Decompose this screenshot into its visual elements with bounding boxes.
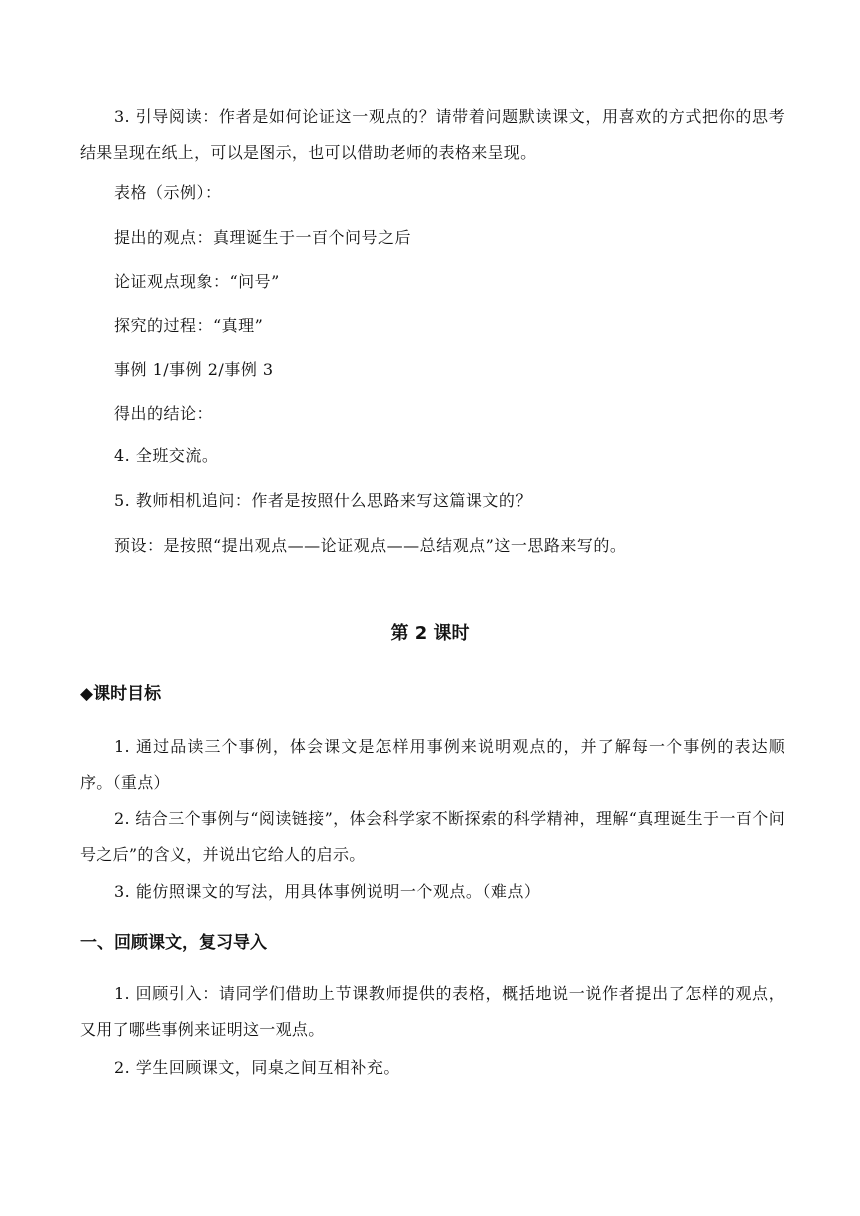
review-item-1: 1. 回顾引入：请同学们借助上节课教师提供的表格，概括地说一说作者提出了怎样的观点，又用了哪些事例来证明这一观点。 <box>80 984 785 1039</box>
goal-item-1: 1. 通过品读三个事例，体会课文是怎样用事例来说明观点的，并了解每一个事例的表达顺序。（重点） <box>80 737 785 792</box>
section-heading-review: 一、回顾课文，复习导入 <box>80 933 267 953</box>
paragraph-preset-answer: 预设：是按照“提出观点——论证观点——总结观点”这一思路来写的。 <box>114 536 627 555</box>
review-item-2: 2. 学生回顾课文，同桌之间互相补充。 <box>114 1058 400 1077</box>
paragraph-teacher-question: 5. 教师相机追问：作者是按照什么思路来写这篇课文的？ <box>114 491 532 510</box>
paragraph-guided-reading: 3. 引导阅读：作者是如何论证这一观点的？请带着问题默读课文，用喜欢的方式把你的思考结果呈现在纸上，可以是图示，也可以借助老师的表格来呈现。 <box>80 107 785 162</box>
goal-item-3: 3. 能仿照课文的写法，用具体事例说明一个观点。（难点） <box>114 882 541 901</box>
table-line-phenomenon: 论证观点现象：“问号” <box>114 272 280 291</box>
goals-heading: ◆课时目标 <box>80 684 162 704</box>
lesson-title: 第 2 课时 <box>390 623 470 644</box>
table-line-examples: 事例 1/事例 2/事例 3 <box>114 360 274 379</box>
paragraph-class-exchange: 4. 全班交流。 <box>114 446 219 465</box>
table-example-title: 表格（示例）： <box>114 183 222 202</box>
table-line-viewpoint: 提出的观点：真理诞生于一百个问号之后 <box>114 228 412 247</box>
table-line-process: 探究的过程：“真理” <box>114 316 264 335</box>
table-line-conclusion: 得出的结论： <box>114 404 214 423</box>
goal-item-2: 2. 结合三个事例与“阅读链接”，体会科学家不断探索的科学精神，理解“真理诞生于一百个问号之后”的含义，并说出它给人的启示。 <box>80 809 785 864</box>
